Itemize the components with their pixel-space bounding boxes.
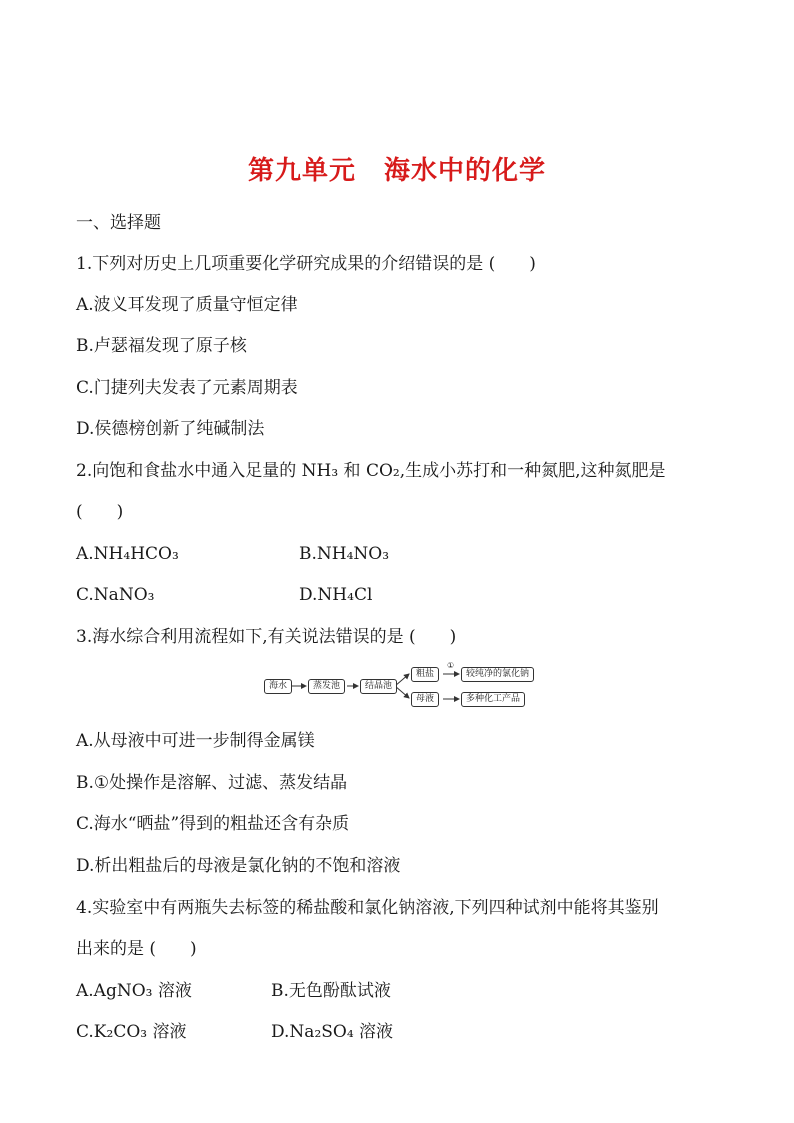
q4-option-b: B.无色酚酞试液 <box>271 981 391 1001</box>
q4-option-d: D.Na₂SO₄ 溶液 <box>271 1022 394 1042</box>
q2-stem-line2: ( ) <box>76 502 124 522</box>
flow-mother-liquor-box: 母液 <box>411 692 439 707</box>
section-heading: 一、选择题 <box>76 213 161 233</box>
q1-stem: 1.下列对历史上几项重要化学研究成果的介绍错误的是 ( ) <box>76 254 536 274</box>
q1-option-a: A.波义耳发现了质量守恒定律 <box>76 295 298 315</box>
q4-stem-line1: 4.实验室中有两瓶失去标签的稀盐酸和氯化钠溶液,下列四种试剂中能将其鉴别 <box>76 898 659 918</box>
q3-stem: 3.海水综合利用流程如下,有关说法错误的是 ( ) <box>76 627 457 647</box>
flow-step-marker: ① <box>447 661 455 670</box>
q3-option-a: A.从母液中可进一步制得金属镁 <box>76 731 315 751</box>
q1-option-b: B.卢瑟福发现了原子核 <box>76 336 247 356</box>
page-title <box>0 150 794 187</box>
flow-chem-products-box: 多种化工产品 <box>461 692 525 707</box>
seawater-flow-diagram <box>264 662 536 710</box>
flow-seawater-box: 海水 <box>264 679 292 694</box>
q4-option-c: C.K₂CO₃ 溶液 <box>76 1022 187 1042</box>
q2-option-d: D.NH₄Cl <box>299 585 373 605</box>
title-topic: 海水中的化学 <box>384 156 547 186</box>
q4-stem-line2: 出来的是 ( ) <box>76 939 197 959</box>
flow-pure-nacl-box: 较纯净的氯化钠 <box>461 667 534 682</box>
q4-option-a: A.AgNO₃ 溶液 <box>76 981 192 1001</box>
q2-option-a: A.NH₄HCO₃ <box>76 544 179 564</box>
q3-option-c: C.海水“晒盐”得到的粗盐还含有杂质 <box>76 814 350 834</box>
flow-evaporation-box: 蒸发池 <box>308 679 345 694</box>
q2-option-c: C.NaNO₃ <box>76 585 155 605</box>
q1-option-c: C.门捷列夫发表了元素周期表 <box>76 378 298 398</box>
q3-option-d: D.析出粗盐后的母液是氯化钠的不饱和溶液 <box>76 856 401 876</box>
flow-crystallization-box: 结晶池 <box>360 679 397 694</box>
q2-option-b: B.NH₄NO₃ <box>299 544 390 564</box>
q2-stem-line1: 2.向饱和食盐水中通入足量的 NH₃ 和 CO₂,生成小苏打和一种氮肥,这种氮肥是 <box>76 461 666 481</box>
flow-crude-salt-box: 粗盐 <box>411 667 439 682</box>
q3-option-b: B.①处操作是溶解、过滤、蒸发结晶 <box>76 773 348 793</box>
q1-option-d: D.侯德榜创新了纯碱制法 <box>76 419 265 439</box>
title-unit: 第九单元 <box>247 156 356 186</box>
